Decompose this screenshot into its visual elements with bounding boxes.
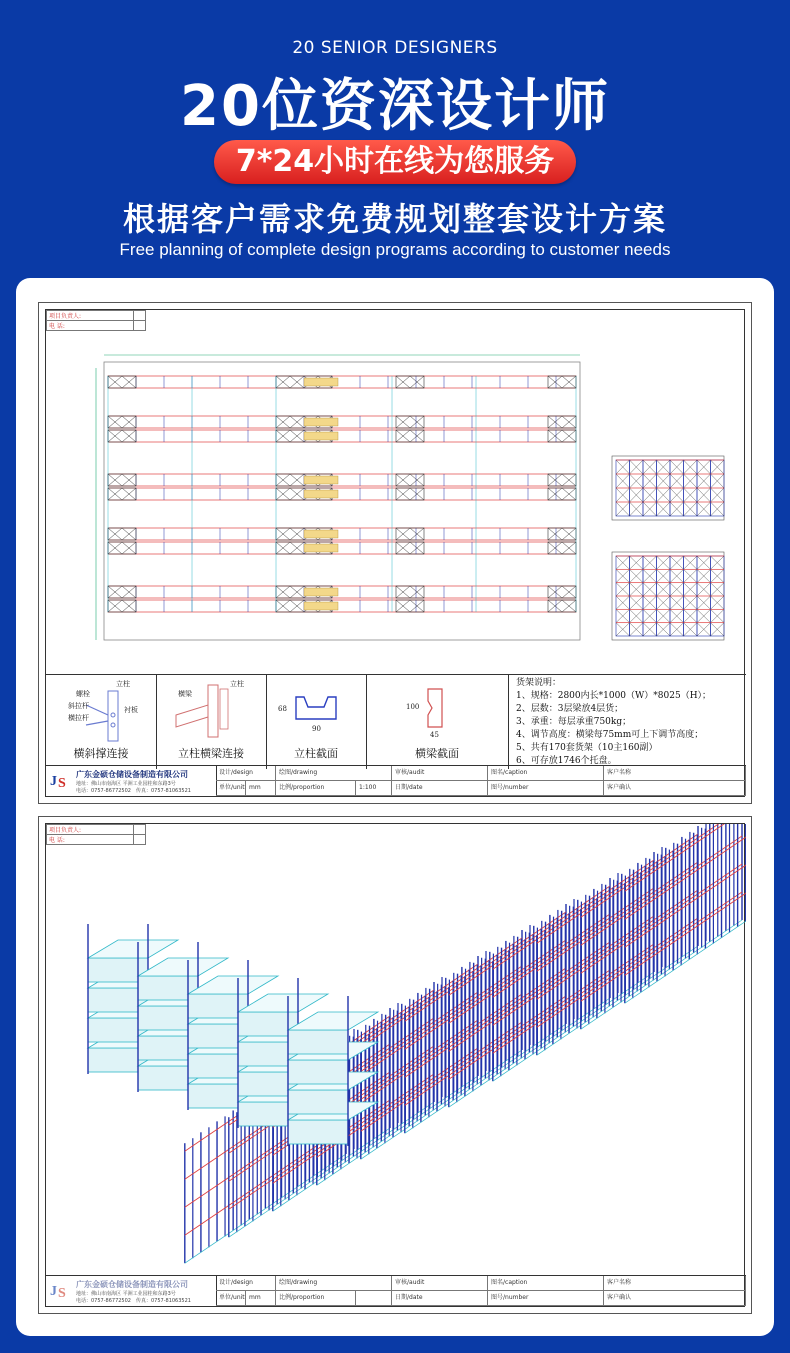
beam-dim-width: 45 <box>430 731 439 739</box>
note-line: 5、共有170套货架（10主160副） <box>516 743 658 753</box>
column-dim-width: 90 <box>312 725 321 733</box>
rack-row <box>108 430 576 442</box>
subtitle-en: Free planning of complete design programs according to customer needs <box>119 240 671 259</box>
column-section-detail <box>266 675 367 769</box>
tb2-client-confirm: 客户确认 <box>604 1291 746 1306</box>
detail-strip <box>46 674 746 769</box>
svg-text:J: J <box>50 1284 57 1299</box>
column-section-caption: 立柱截面 <box>294 747 338 760</box>
drawing-frame <box>45 309 745 797</box>
tb-unit: 单位/unit <box>216 781 246 796</box>
column-dim-height: 68 <box>278 705 287 713</box>
tb2-audit: 审核/audit <box>392 1276 488 1291</box>
phone-label-2: 电 话: <box>47 835 134 845</box>
rack-row <box>108 416 576 428</box>
company-name: 广东金硕仓储设备制造有限公司 <box>76 770 188 779</box>
service-badge: 7*24小时在线为您服务 <box>214 140 576 184</box>
note-line: 1、规格：2800内长*1000（W）*8025（H）； <box>516 691 712 701</box>
beam-section-detail <box>366 675 509 769</box>
tb-design: 设计/design <box>216 766 276 781</box>
manager-label-2: 项目负责人: <box>47 825 134 835</box>
eyebrow-text: 20 SENIOR DESIGNERS <box>292 38 498 58</box>
company-logo-icon <box>49 769 71 791</box>
side-elevation-2 <box>612 552 724 640</box>
rack-row <box>108 528 576 540</box>
rack-row <box>108 376 576 388</box>
rack-row <box>108 474 576 486</box>
rack-row <box>108 586 576 598</box>
company-address-2: 地址：佛山市南海区 平洲工业园桂和东路3号 <box>76 1291 176 1297</box>
tb-client-confirm: 客户确认 <box>604 781 746 796</box>
badge-wrap <box>0 140 790 184</box>
tb2-client: 客户名称 <box>604 1276 746 1291</box>
brace-caption: 横斜撑连接 <box>73 747 129 760</box>
company-name-2: 广东金硕仓储设备制造有限公司 <box>76 1280 188 1289</box>
joint-label-beam: 横梁 <box>178 690 192 698</box>
rack-row <box>108 600 576 612</box>
rack-plan-svg <box>46 310 746 674</box>
svg-text:J: J <box>50 774 57 789</box>
rack-rows <box>108 376 576 612</box>
drawing-frame-2 <box>45 823 745 1307</box>
joint-label-upright: 立柱 <box>230 680 244 688</box>
tb2-caption: 图名/caption <box>488 1276 604 1291</box>
brace-label-horizontal: 横拉杆 <box>68 714 89 722</box>
note-line: 4、调节高度：横梁每75mm可上下调节高度； <box>516 730 704 740</box>
beam-section-caption: 横梁截面 <box>415 747 459 760</box>
subtitle: 根据客户需求免费规划整套设计方案 <box>122 200 667 238</box>
beam-dim-height: 100 <box>406 703 420 711</box>
tb-audit: 审核/audit <box>392 766 488 781</box>
tb2-number: 图号/number <box>488 1291 604 1306</box>
company-box <box>46 766 217 796</box>
company-tel-2: 电话：0757-86772502 传真：0757-81063521 <box>76 1298 191 1304</box>
brace-label-bolt: 螺栓 <box>76 690 90 698</box>
title-block <box>46 765 746 796</box>
tb2-unit: 单位/unit <box>216 1291 246 1306</box>
beam-joint-detail <box>156 675 267 769</box>
tb2-date: 日期/date <box>392 1291 488 1306</box>
floor-plan-drawing <box>38 302 752 804</box>
brace-label-plate: 衬板 <box>124 706 138 714</box>
rack-notes <box>516 677 711 768</box>
tb-proportion: 比例/proportion <box>276 781 356 796</box>
tb-unit-value: mm <box>246 781 276 796</box>
note-line: 2、层数：3层梁放4层货； <box>516 704 624 714</box>
tb2-design: 设计/design <box>216 1276 276 1291</box>
note-line: 6、可存放1746个托盘。 <box>516 756 617 766</box>
brace-detail <box>46 675 157 769</box>
rack-row <box>108 542 576 554</box>
manager-label: 项目负责人: <box>47 311 134 321</box>
phone-label: 电 话: <box>47 321 134 331</box>
title-block-2 <box>46 1275 746 1306</box>
svg-text:S: S <box>58 1286 66 1301</box>
title-grid <box>216 766 746 796</box>
tb-date: 日期/date <box>392 781 488 796</box>
tb-client: 客户名称 <box>604 766 746 781</box>
note-line: 3、承重：每层承重750kg； <box>516 717 632 727</box>
company-box-2 <box>46 1276 217 1306</box>
company-logo-icon <box>49 1279 71 1301</box>
isometric-racks <box>88 824 746 1263</box>
beam-joint-caption: 立柱横梁连接 <box>178 747 244 760</box>
tb2-drawing: 绘图/drawing <box>276 1276 392 1291</box>
tb-number: 图号/number <box>488 781 604 796</box>
tb-drawing: 绘图/drawing <box>276 766 392 781</box>
side-elevation-1 <box>612 456 724 520</box>
tb-proportion-value: 1:100 <box>356 781 392 796</box>
tb-caption: 图名/caption <box>488 766 604 781</box>
svg-text:S: S <box>58 776 66 791</box>
rack-row <box>108 488 576 500</box>
company-tel: 电话：0757-86772502 传真：0757-81063521 <box>76 788 191 794</box>
page-title: 20位资深设计师 <box>180 74 610 139</box>
tb2-proportion: 比例/proportion <box>276 1291 356 1306</box>
brace-label-diagonal: 斜拉杆 <box>68 702 89 710</box>
drawings-card <box>16 278 774 1336</box>
note-line: 货架说明： <box>516 678 562 688</box>
brace-label-upright: 立柱 <box>116 680 130 688</box>
company-address: 地址：佛山市南海区 平洲工业园桂和东路3号 <box>76 781 176 787</box>
isometric-rack-svg <box>46 824 746 1278</box>
tb2-unit-value: mm <box>246 1291 276 1306</box>
isometric-drawing <box>38 816 752 1314</box>
tb2-proportion-value <box>356 1291 392 1306</box>
title-grid-2 <box>216 1276 746 1306</box>
